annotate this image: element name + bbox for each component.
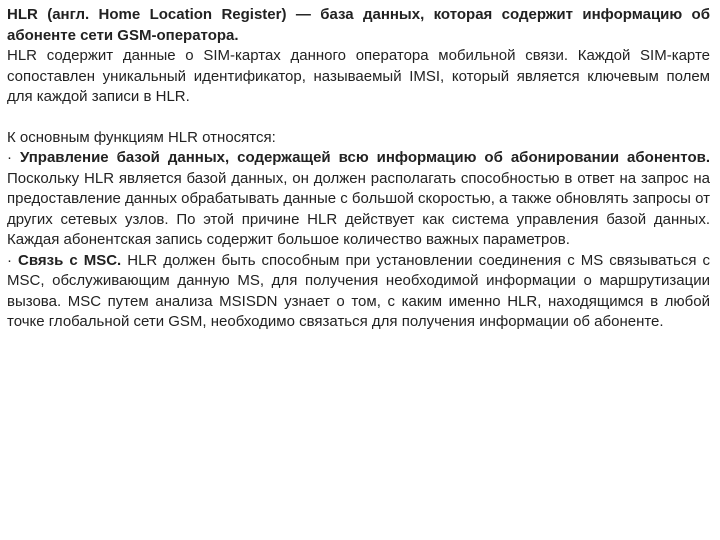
function-item-msc: [7, 251, 710, 333]
bullet-marker: ·: [7, 149, 12, 166]
functions-heading: К основным функциям HLR относятся:: [7, 128, 276, 146]
intro-description: HLR содержит данные о SIM-картах данного оператора мобильной связи. Каждой SIM-карте сопоставлен уникальный идентификатор, называемый IMSI, который является ключевым полем для каждой записи в HLR.: [7, 47, 710, 105]
intro-title: HLR (англ. Home Location Register) — база данных, которая содержит информацию об абоненте сети GSM-оператора.: [7, 6, 710, 44]
paragraph-gap: [7, 108, 710, 128]
function-item-title: Связь с MSC.: [18, 251, 122, 269]
function-item-title: Управление базой данных, содержащей всю информацию об абонировании абонентов.: [19, 149, 710, 166]
function-item-database: [7, 148, 710, 251]
bullet-marker: ·: [7, 251, 12, 269]
document-page: [7, 5, 710, 333]
function-item-text: Поскольку HLR является базой данных, он должен располагать способностью в ответ на запрос на предоставление данных обрабатывать данные с большой скоростью, а также обновлять запросы от других сетевых узлов. По этой причине HLR действует как система управления базой данных. Каждая абонентская запись содержит большое количество важных параметров.: [7, 169, 710, 248]
function-item-text: HLR должен быть способным при установлении соединения с MS связываться с MSC, обслуживающим данную MS, для получения необходимой информации о маршрутизации вызова. MSC путем анализа MSISDN узнает о том, с каким именно HLR, находящимся в любой точке глобальной сети GSM, необходимо связаться для получения информации об абоненте.: [7, 251, 710, 330]
